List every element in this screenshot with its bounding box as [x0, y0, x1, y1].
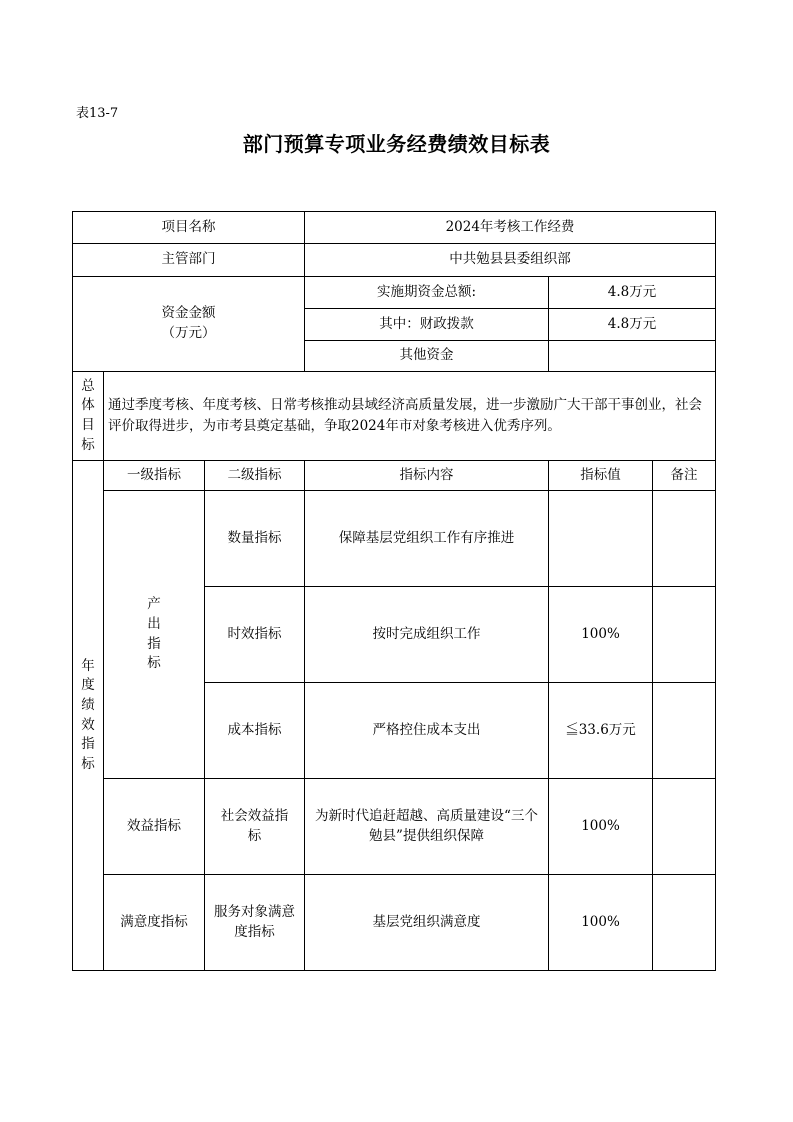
quantity-value — [549, 491, 653, 587]
row-project-name — [73, 212, 716, 244]
timeliness-content: 按时完成组织工作 — [305, 587, 549, 683]
header-note: 备注 — [653, 461, 716, 491]
cost-note — [653, 683, 716, 779]
funds-total-value: 4.8万元 — [549, 277, 716, 309]
funds-finance-label: 其中：财政拨款 — [305, 309, 549, 341]
row-department — [73, 244, 716, 277]
funds-label: 资金金额 — [161, 305, 216, 322]
satisfaction-value: 100% — [549, 875, 653, 971]
output-indicators-label-cell — [104, 491, 205, 779]
page-title: 部门预算专项业务经费绩效目标表 — [242, 132, 551, 156]
timeliness-value: 100% — [549, 587, 653, 683]
benefit-content: 为新时代追赶超越、高质量建设“三个勉县”提供组织保障 — [305, 779, 549, 875]
row-overall-goal — [73, 372, 716, 461]
cost-level2: 成本指标 — [205, 683, 305, 779]
cost-value: ≦33.6万元 — [549, 683, 653, 779]
overall-goal-text: 通过季度考核、年度考核、日常考核推动县域经济高质量发展，进一步激励广大干部干事创业，社会评价取得进步，为市考县奠定基础，争取2024年市对象考核进入优秀序列。 — [104, 372, 716, 461]
row-quantity — [73, 491, 716, 587]
header-content: 指标内容 — [305, 461, 549, 491]
funds-other-value — [549, 341, 716, 372]
benefit-note — [653, 779, 716, 875]
cost-content: 严格控住成本支出 — [305, 683, 549, 779]
quantity-note — [653, 491, 716, 587]
satisfaction-content: 基层党组织满意度 — [305, 875, 549, 971]
benefit-value: 100% — [549, 779, 653, 875]
row-funds-total — [73, 277, 716, 309]
performance-goal-table — [72, 211, 716, 971]
funds-finance-value: 4.8万元 — [549, 309, 716, 341]
row-satisfaction — [73, 875, 716, 971]
overall-goal-label: 总体目标 — [81, 377, 95, 453]
funds-unit: （万元） — [161, 325, 216, 341]
quantity-level2: 数量指标 — [205, 491, 305, 587]
satisfaction-level1: 满意度指标 — [104, 875, 205, 971]
benefit-level1: 效益指标 — [104, 779, 205, 875]
funds-total-label: 实施期资金总额: — [305, 277, 549, 309]
header-value: 指标值 — [549, 461, 653, 491]
output-indicators-label: 产出指标 — [147, 596, 161, 672]
project-name-label: 项目名称 — [73, 212, 305, 244]
funds-label-cell — [73, 277, 305, 372]
satisfaction-level2: 服务对象满意度指标 — [205, 875, 305, 971]
department-label: 主管部门 — [73, 244, 305, 277]
timeliness-level2: 时效指标 — [205, 587, 305, 683]
row-indicator-headers — [73, 461, 716, 491]
satisfaction-note — [653, 875, 716, 971]
row-benefit — [73, 779, 716, 875]
department-value: 中共勉县县委组织部 — [305, 244, 716, 277]
benefit-level2: 社会效益指标 — [205, 779, 305, 875]
annual-indicators-label-cell — [73, 461, 104, 971]
header-level1: 一级指标 — [104, 461, 205, 491]
funds-other-label: 其他资金 — [305, 341, 549, 372]
timeliness-note — [653, 587, 716, 683]
project-name-value: 2024年考核工作经费 — [305, 212, 716, 244]
table-number: 表13-7 — [76, 106, 119, 121]
quantity-content: 保障基层党组织工作有序推进 — [305, 491, 549, 587]
annual-indicators-label: 年度绩效指标 — [81, 657, 95, 772]
header-level2: 二级指标 — [205, 461, 305, 491]
overall-goal-label-cell — [73, 372, 104, 461]
